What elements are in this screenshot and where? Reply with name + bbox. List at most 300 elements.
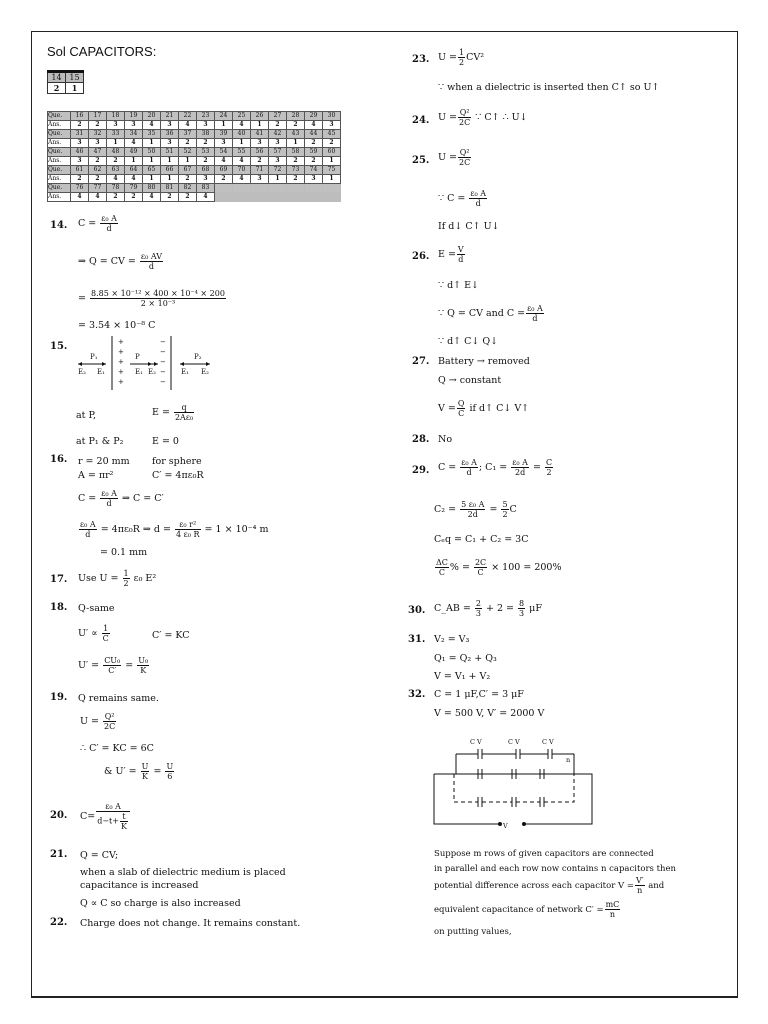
solution-number: 27. xyxy=(412,356,430,367)
denominator: d xyxy=(148,262,155,271)
text: ⇒ C = C′ xyxy=(121,493,164,504)
numerator: Q² xyxy=(459,108,470,117)
fraction xyxy=(165,762,174,781)
numerator: 8 xyxy=(519,599,525,608)
numerator: ε₀ AV xyxy=(140,252,162,261)
text: E = xyxy=(438,249,456,260)
fraction xyxy=(605,900,621,919)
explanation-line xyxy=(434,876,664,895)
answer-cell: 1 xyxy=(269,175,287,184)
answer-cell: 2 xyxy=(107,193,125,202)
question-cell: 31 xyxy=(71,130,89,139)
text: U = xyxy=(438,112,457,123)
numerator: V′ xyxy=(635,876,644,885)
solution-number: 25. xyxy=(412,155,430,166)
solution-number: 23. xyxy=(412,54,430,65)
capacitor-network-diagram xyxy=(428,736,598,832)
solution-line xyxy=(438,189,488,208)
solution-line: Cₑq = C₁ + C₂ = 3C xyxy=(434,534,529,545)
answer-cell: 3 xyxy=(251,175,269,184)
solution-line: ∵ when a dielectric is inserted then C↑ so U↑ xyxy=(438,82,660,93)
question-cell: 72 xyxy=(269,166,287,175)
text: × 100 = 200% xyxy=(491,562,562,573)
answer-cell: 1 xyxy=(179,157,197,166)
text: & U′ = xyxy=(104,766,137,777)
table-cell: 1 xyxy=(66,83,84,94)
question-cell: 77 xyxy=(89,184,107,193)
question-cell: 67 xyxy=(179,166,197,175)
answer-cell: 3 xyxy=(323,121,341,130)
question-cell: 76 xyxy=(71,184,89,193)
solution-line xyxy=(78,214,119,233)
fraction xyxy=(100,214,118,233)
denominator: 2d xyxy=(514,468,526,477)
question-cell: 83 xyxy=(197,184,215,193)
question-cell: 62 xyxy=(89,166,107,175)
answer-cell: 1 xyxy=(233,139,251,148)
table-row-header: Que. xyxy=(48,184,71,193)
denominator: 2d xyxy=(467,510,478,519)
solution-line xyxy=(438,245,466,264)
fraction xyxy=(545,458,553,477)
minus-sign: − xyxy=(160,338,166,346)
answer-cell: 1 xyxy=(125,157,143,166)
numerator: ε₀ A xyxy=(527,304,543,313)
text: and xyxy=(648,881,665,891)
fraction xyxy=(460,500,485,519)
fraction xyxy=(518,599,525,618)
solution-line: at P₁ & P₂ xyxy=(76,436,124,447)
numerator: U₀ xyxy=(138,656,149,665)
question-cell: 36 xyxy=(161,130,179,139)
empty-cell xyxy=(269,184,287,193)
fraction xyxy=(458,148,471,167)
solution-line xyxy=(438,399,529,418)
question-cell: 28 xyxy=(287,112,305,121)
question-cell: 39 xyxy=(215,130,233,139)
numerator: mC xyxy=(605,900,620,909)
solution-line xyxy=(438,458,554,477)
text: U = xyxy=(80,716,99,727)
answer-cell: 3 xyxy=(125,121,143,130)
solution-number: 20. xyxy=(50,810,68,821)
question-cell: 29 xyxy=(305,112,323,121)
text: = xyxy=(78,293,86,304)
question-cell: 30 xyxy=(323,112,341,121)
table-row-header: Que. xyxy=(48,130,71,139)
solution-line: at P, xyxy=(76,410,96,421)
table-row-header: Ans. xyxy=(48,193,71,202)
question-cell: 42 xyxy=(269,130,287,139)
question-cell: 47 xyxy=(89,148,107,157)
question-cell: 19 xyxy=(125,112,143,121)
solution-number: 16. xyxy=(50,454,68,465)
answer-cell: 1 xyxy=(161,175,179,184)
fraction xyxy=(501,500,508,519)
answer-cell: 3 xyxy=(197,121,215,130)
solution-line: A = πr² xyxy=(78,470,114,481)
denominator: 2Aε₀ xyxy=(174,413,194,422)
solution-line xyxy=(78,624,111,643)
text: = xyxy=(125,660,134,671)
text: potential difference across each capacitor V = xyxy=(434,881,634,891)
answer-cell: 4 xyxy=(71,193,89,202)
denominator: K xyxy=(140,666,147,675)
answer-cell: 2 xyxy=(197,157,215,166)
question-cell: 50 xyxy=(143,148,161,157)
question-cell: 40 xyxy=(233,130,251,139)
plus-sign: + xyxy=(118,378,124,386)
table-row-header: Ans. xyxy=(48,121,71,130)
question-cell: 45 xyxy=(323,130,341,139)
denominator: C xyxy=(458,409,465,418)
text: C = xyxy=(78,218,97,229)
question-cell: 54 xyxy=(215,148,233,157)
solution-line: C′ = KC xyxy=(152,630,190,641)
text: = 4πε₀R ⇒ d = xyxy=(100,524,171,535)
text: % = xyxy=(449,562,470,573)
fraction xyxy=(79,520,97,539)
fraction xyxy=(511,458,529,477)
empty-cell xyxy=(215,193,233,202)
table-row-header: Que. xyxy=(48,166,71,175)
solution-line: ∴ C′ = KC = 6C xyxy=(80,743,154,754)
empty-cell xyxy=(305,184,323,193)
explanation-line: Suppose m rows of given capacitors are connected xyxy=(434,849,654,859)
fraction xyxy=(460,458,478,477)
explanation-line: in parallel and each row now contains n capacitors then xyxy=(434,864,677,874)
text: μF xyxy=(529,603,542,614)
empty-cell xyxy=(269,193,287,202)
text: ∵ C↑ ∴ U↓ xyxy=(475,112,528,123)
solution-line xyxy=(78,569,156,588)
question-cell: 48 xyxy=(107,148,125,157)
text: ⇒ Q = CV = xyxy=(78,256,136,267)
plus-sign: + xyxy=(118,338,124,346)
question-cell: 69 xyxy=(215,166,233,175)
solution-line: when a slab of dielectric medium is placed xyxy=(80,867,286,878)
empty-cell xyxy=(251,184,269,193)
denominator: d xyxy=(475,199,481,208)
numerator: 1 xyxy=(459,48,465,57)
numerator: t xyxy=(120,812,128,822)
denominator: 3 xyxy=(519,609,525,618)
numerator: ε₀ A xyxy=(470,189,487,198)
question-cell: 53 xyxy=(197,148,215,157)
answer-cell: 2 xyxy=(197,139,215,148)
answer-cell: 2 xyxy=(89,157,107,166)
question-cell: 32 xyxy=(89,130,107,139)
answer-cell: 4 xyxy=(233,175,251,184)
denominator: 2 × 10⁻³ xyxy=(140,299,176,308)
text: E = xyxy=(152,407,170,418)
solution-number: 28. xyxy=(412,434,430,445)
answer-cell: 3 xyxy=(197,175,215,184)
question-cell: 20 xyxy=(143,112,161,121)
minus-sign: − xyxy=(160,368,166,376)
point-label: P xyxy=(135,353,140,361)
text: V = xyxy=(438,403,456,414)
denominator: d xyxy=(106,224,112,233)
text: = xyxy=(489,504,498,515)
denominator: 2 xyxy=(459,58,465,67)
question-cell: 79 xyxy=(125,184,143,193)
table-cell: 15 xyxy=(66,72,84,83)
solution-number: 18. xyxy=(50,602,68,613)
answer-cell: 2 xyxy=(251,157,269,166)
question-cell: 23 xyxy=(197,112,215,121)
text: + 2 = xyxy=(486,603,515,614)
solution-line: V = 500 V, V′ = 2000 V xyxy=(434,708,545,719)
solution-line: = 3.54 × 10⁻⁸ C xyxy=(78,320,156,331)
text: = 1 × 10⁻⁴ m xyxy=(204,524,269,535)
answer-cell: 3 xyxy=(107,121,125,130)
text: d−t+ xyxy=(97,816,119,826)
answer-cell: 4 xyxy=(233,121,251,130)
numerator: 2C xyxy=(474,558,487,567)
answer-cell: 1 xyxy=(323,157,341,166)
plus-sign: + xyxy=(118,368,124,376)
answer-cell: 1 xyxy=(323,175,341,184)
numerator: C xyxy=(545,458,553,467)
question-cell: 24 xyxy=(215,112,233,121)
question-cell: 21 xyxy=(161,112,179,121)
question-cell: 68 xyxy=(197,166,215,175)
solution-line: ∵ d↑ E↓ xyxy=(438,280,480,291)
answer-cell: 2 xyxy=(179,193,197,202)
numerator: ε₀ A xyxy=(512,458,528,467)
plus-sign: + xyxy=(118,348,124,356)
question-cell: 25 xyxy=(233,112,251,121)
question-cell: 56 xyxy=(251,148,269,157)
text: C = xyxy=(438,462,457,473)
field-label: E₁ xyxy=(181,368,189,376)
numerator: q xyxy=(174,403,194,413)
answer-cell: 1 xyxy=(251,121,269,130)
solution-line: Q-same xyxy=(78,603,115,614)
minus-sign: − xyxy=(160,358,166,366)
answer-cell: 2 xyxy=(161,193,179,202)
numerator: CU₀ xyxy=(104,656,121,665)
field-diagram-15 xyxy=(72,334,232,394)
empty-cell xyxy=(215,184,233,193)
field-label: E₁ xyxy=(97,368,105,376)
text: C₂ = xyxy=(434,504,457,515)
question-cell: 80 xyxy=(143,184,161,193)
text: U = xyxy=(438,52,457,63)
question-cell: 78 xyxy=(107,184,125,193)
capacitor-label: C V xyxy=(542,738,554,746)
numerator: 1 xyxy=(123,569,129,578)
solution-number: 32. xyxy=(408,689,426,700)
solution-line xyxy=(438,108,528,127)
fraction xyxy=(475,599,482,618)
point-label: P₂ xyxy=(194,353,202,361)
question-cell: 64 xyxy=(125,166,143,175)
question-cell: 51 xyxy=(161,148,179,157)
question-cell: 35 xyxy=(143,130,161,139)
question-cell: 61 xyxy=(71,166,89,175)
fraction xyxy=(141,762,150,781)
numerator: 5 ε₀ A xyxy=(461,500,485,509)
denominator: 4 ε₀ R xyxy=(175,530,200,539)
solution-line: If d↓ C↑ U↓ xyxy=(438,221,500,232)
question-cell: 81 xyxy=(161,184,179,193)
answer-cell: 1 xyxy=(161,157,179,166)
fraction xyxy=(458,48,465,67)
question-cell: 43 xyxy=(287,130,305,139)
numerator: U xyxy=(166,762,174,771)
solution-line: V = V₁ + V₂ xyxy=(434,671,491,682)
numerator: 2 xyxy=(475,599,481,608)
solution-number: 31. xyxy=(408,634,426,645)
numerator: ε₀ A xyxy=(101,489,117,498)
fraction xyxy=(457,245,465,264)
solution-line xyxy=(438,48,484,67)
solution-line: Q ∝ C so charge is also increased xyxy=(80,898,241,909)
answer-cell: 4 xyxy=(143,193,161,202)
text: CV² xyxy=(466,52,485,63)
solution-line: r = 20 mm xyxy=(78,456,130,467)
question-cell: 82 xyxy=(179,184,197,193)
answer-cell: 2 xyxy=(107,157,125,166)
question-cell: 59 xyxy=(305,148,323,157)
solution-number: 22. xyxy=(50,917,68,928)
point-label: P₁ xyxy=(90,353,98,361)
denominator: d xyxy=(532,314,538,323)
question-cell: 63 xyxy=(107,166,125,175)
question-cell: 57 xyxy=(269,148,287,157)
numerator: ε₀ A xyxy=(80,520,96,529)
question-cell: 16 xyxy=(71,112,89,121)
solution-line: = 0.1 mm xyxy=(100,547,148,558)
capacitor-label: C V xyxy=(508,738,520,746)
answer-cell: 1 xyxy=(287,139,305,148)
fraction xyxy=(137,656,149,675)
answer-cell: 4 xyxy=(233,157,251,166)
numerator: ε₀ A xyxy=(101,214,117,223)
answer-table-small xyxy=(47,70,84,94)
solution-line xyxy=(438,148,472,167)
solution-line xyxy=(434,558,561,577)
text: ; C₁ = xyxy=(478,462,508,473)
answer-cell: 2 xyxy=(89,175,107,184)
numerator: Q² xyxy=(104,712,115,721)
solution-line: No xyxy=(438,434,453,445)
answer-cell: 2 xyxy=(179,139,197,148)
solution-number: 26. xyxy=(412,251,430,262)
denominator: 2C xyxy=(459,118,471,127)
solution-number: 29. xyxy=(412,465,430,476)
fraction xyxy=(140,252,163,271)
solution-line: Q → constant xyxy=(438,375,502,386)
text: ∵ C = xyxy=(438,193,466,204)
fraction xyxy=(635,876,645,895)
table-cell: 2 xyxy=(48,83,66,94)
answer-cell: 2 xyxy=(179,175,197,184)
question-cell: 26 xyxy=(251,112,269,121)
answer-cell: 2 xyxy=(269,121,287,130)
question-cell: 41 xyxy=(251,130,269,139)
numerator: 5 xyxy=(502,500,508,509)
question-cell: 74 xyxy=(305,166,323,175)
fraction xyxy=(474,558,487,577)
answer-cell: 3 xyxy=(251,139,269,148)
answer-cell: 2 xyxy=(287,121,305,130)
solution-line xyxy=(78,656,150,675)
answer-cell: 4 xyxy=(125,139,143,148)
text: = xyxy=(153,766,162,777)
explanation-line: on putting values, xyxy=(434,927,512,937)
fraction xyxy=(174,403,194,422)
explanation-line xyxy=(434,900,621,919)
voltage-label: V xyxy=(503,822,508,830)
answer-cell: 3 xyxy=(89,139,107,148)
empty-cell xyxy=(287,184,305,193)
denominator: K xyxy=(142,772,149,781)
question-cell: 33 xyxy=(107,130,125,139)
denominator xyxy=(96,812,130,831)
answer-cell: 3 xyxy=(269,139,287,148)
plus-sign: + xyxy=(118,358,124,366)
numerator: 1 xyxy=(103,624,109,633)
solution-number: 30. xyxy=(408,605,426,616)
solution-line: Charge does not change. It remains constant. xyxy=(80,918,301,929)
question-cell: 70 xyxy=(233,166,251,175)
answer-table xyxy=(47,111,341,202)
solution-line xyxy=(434,500,517,519)
solution-line xyxy=(78,252,164,271)
empty-cell xyxy=(287,193,305,202)
text: ∵ Q = CV and C = xyxy=(438,308,526,319)
denominator: 2 xyxy=(546,468,552,477)
question-cell: 75 xyxy=(323,166,341,175)
question-cell: 37 xyxy=(179,130,197,139)
answer-cell: 1 xyxy=(143,139,161,148)
solution-line: Q remains same. xyxy=(78,693,159,704)
question-cell: 73 xyxy=(287,166,305,175)
denominator: 2C xyxy=(459,158,471,167)
solution-line: ∵ d↑ C↓ Q↓ xyxy=(438,336,499,347)
empty-cell xyxy=(233,184,251,193)
solution-line: Q = CV; xyxy=(80,850,119,861)
fraction xyxy=(100,489,118,508)
denominator: C xyxy=(438,568,446,577)
denominator: 2C xyxy=(104,722,116,731)
denominator: d xyxy=(85,530,91,539)
question-cell: 44 xyxy=(305,130,323,139)
denominator: C xyxy=(102,634,109,643)
solution-line: capacitance is increased xyxy=(80,880,199,891)
fraction xyxy=(469,189,487,208)
answer-cell: 2 xyxy=(71,121,89,130)
solution-number: 17. xyxy=(50,574,68,585)
question-cell: 18 xyxy=(107,112,125,121)
solution-number: 24. xyxy=(412,115,430,126)
page-title: Sol CAPACITORS: xyxy=(47,44,157,59)
fraction xyxy=(458,108,471,127)
answer-cell: 3 xyxy=(269,157,287,166)
answer-cell: 1 xyxy=(143,175,161,184)
table-cell: 14 xyxy=(48,72,66,83)
answer-cell: 3 xyxy=(161,121,179,130)
table-row-header: Ans. xyxy=(48,139,71,148)
answer-cell: 4 xyxy=(89,193,107,202)
solution-line xyxy=(78,520,269,539)
text: C xyxy=(509,504,517,515)
table-row-header: Ans. xyxy=(48,175,71,184)
fraction xyxy=(103,712,116,731)
